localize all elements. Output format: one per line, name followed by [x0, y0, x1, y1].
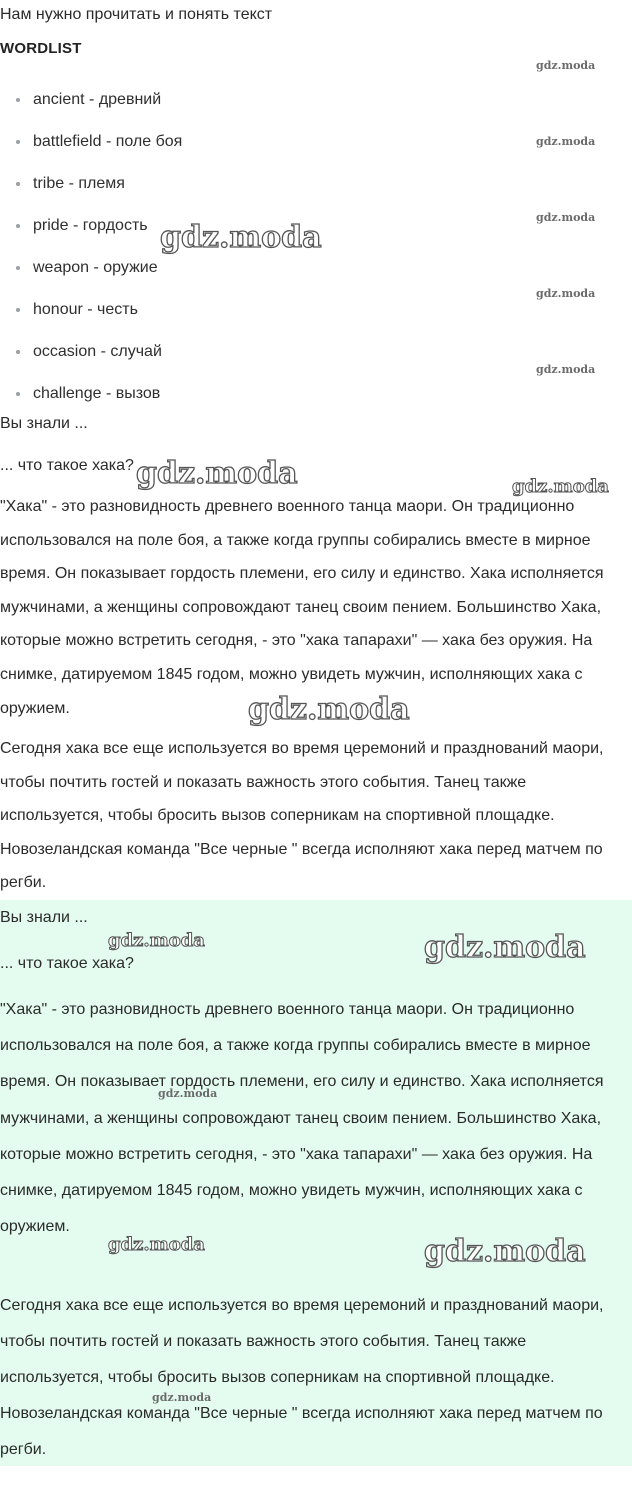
- wordlist-entry: challenge - вызов: [33, 385, 161, 402]
- watermark-logo: gdz.moda: [512, 476, 609, 497]
- list-item: [0, 128, 182, 170]
- answer-title: Вы знали ...: [0, 909, 88, 926]
- watermark-logo: gdz.moda: [248, 692, 410, 727]
- watermark-logo: gdz.moda: [152, 1391, 212, 1404]
- paragraph: Сегодня хака все еще используется во время церемоний и празднований маори, чтобы почтить гостей и показать важность этого события. Танец также используется, чтобы бросить вызов соперникам на спортивной площадке. Новозеландская команда "Все черные " всегда исполняют хака перед матчем по регби.: [0, 740, 604, 892]
- intro-text: Нам нужно прочитать и понять текст: [0, 6, 273, 23]
- wordlist-entry: battlefield - поле боя: [33, 133, 183, 150]
- bullet-icon: [16, 224, 20, 228]
- wordlist: [0, 86, 182, 422]
- bullet-icon: [16, 392, 20, 396]
- wordlist-entry: ancient - древний: [33, 91, 162, 108]
- bullet-icon: [16, 140, 20, 144]
- watermark-logo: gdz.moda: [536, 211, 596, 224]
- watermark-logo: gdz.moda: [536, 135, 596, 148]
- bullet-icon: [16, 182, 20, 186]
- watermark-logo: gdz.moda: [536, 287, 596, 300]
- watermark-logo: gdz.moda: [136, 456, 298, 491]
- bullet-icon: [16, 308, 20, 312]
- wordlist-entry: honour - честь: [33, 301, 138, 318]
- watermark-logo: gdz.moda: [108, 930, 205, 951]
- bullet-icon: [16, 98, 20, 102]
- section-subtitle: ... что такое хака?: [0, 457, 134, 474]
- list-item: [0, 296, 182, 338]
- list-item: [0, 212, 182, 254]
- wordlist-entry: weapon - оружие: [33, 259, 158, 276]
- watermark-logo: gdz.moda: [536, 363, 596, 376]
- list-item: [0, 86, 182, 128]
- paragraph: "Хака" - это разновидность древнего военного танца маори. Он традиционно использовался на поле боя, а также когда группы собирались вместе в мирное время. Он показывает гордость племени, его силу и единство. Хака исполняется мужчинами, а женщины сопровождают танец своим пением. Большинство Хака, которые можно встретить сегодня, - это "хака тапарахи" — хака без оружия. На снимке, датируемом 1845 годом, можно увидеть мужчин, исполняющих хака с оружием.: [0, 498, 604, 717]
- answer-paragraph: "Хака" - это разновидность древнего военного танца маори. Он традиционно использовался на поле боя, а также когда группы собирались вместе в мирное время. Он показывает гордость племени, его силу и единство. Хака исполняется мужчинами, а женщины сопровождают танец своим пением. Большинство Хака, которые можно встретить сегодня, - это "хака тапарахи" — хака без оружия. На снимке, датируемом 1845 годом, можно увидеть мужчин, исполняющих хака с оружием.: [0, 1001, 604, 1236]
- section-title: Вы знали ...: [0, 415, 88, 432]
- watermark-logo: gdz.moda: [536, 59, 596, 72]
- wordlist-entry: tribe - племя: [33, 175, 125, 192]
- answer-subtitle: ... что такое хака?: [0, 955, 134, 972]
- answer-paragraph: Сегодня хака все еще используется во время церемоний и празднований маори, чтобы почтить гостей и показать важность этого события. Танец также используется, чтобы бросить вызов соперникам на спортивной площадке. Новозеландская команда "Все черные " всегда исполняют хака перед матчем по регби.: [0, 1297, 604, 1458]
- list-item: [0, 338, 182, 380]
- list-item: [0, 254, 182, 296]
- wordlist-entry: pride - гордость: [33, 217, 148, 234]
- wordlist-entry: occasion - случай: [33, 343, 162, 360]
- wordlist-heading: WORDLIST: [0, 40, 82, 57]
- bullet-icon: [16, 266, 20, 270]
- watermark-logo: gdz.moda: [158, 1087, 218, 1100]
- watermark-logo: gdz.moda: [160, 220, 322, 255]
- watermark-logo: gdz.moda: [108, 1234, 205, 1255]
- bullet-icon: [16, 350, 20, 354]
- watermark-logo: gdz.moda: [424, 930, 586, 965]
- watermark-logo: gdz.moda: [424, 1234, 586, 1269]
- list-item: [0, 170, 182, 212]
